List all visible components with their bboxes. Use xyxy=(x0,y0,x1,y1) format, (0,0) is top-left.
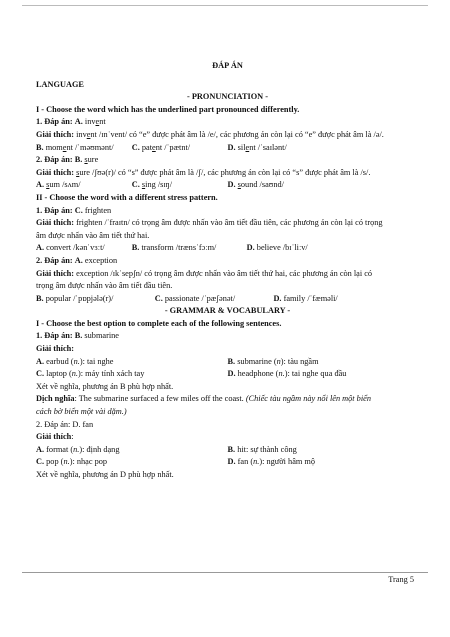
pron1-q2-options xyxy=(36,179,419,192)
pron1-q1-options xyxy=(36,142,419,155)
page-title: ĐÁP ÁN xyxy=(212,61,243,70)
option-item: A. sum /sʌm/ xyxy=(36,180,81,190)
pron-part1-heading: I - Choose the word which has the underlined part pronounced differently. xyxy=(36,104,300,114)
option-item: C. sing /sɪŋ/ xyxy=(131,180,173,190)
option-item: D. believe /bɪˈliːv/ xyxy=(246,243,308,253)
option-item: D. headphone (n.): tai nghe qua đầu xyxy=(227,369,347,379)
option-item: C. patent /ˈpætnt/ xyxy=(131,142,191,152)
gv-q1-options-row1 xyxy=(36,356,419,369)
pron2-q2-explanation-cont: trọng âm được nhấn vào âm tiết đầu tiên. xyxy=(36,281,173,291)
option-item: B. hit: sự thành công xyxy=(227,444,297,454)
gv-q2-answer: 2. Đáp án: D. fan xyxy=(36,419,94,429)
pron2-q1-options xyxy=(36,242,419,255)
option-item: D. fan (n.): người hâm mộ xyxy=(227,457,316,467)
gv-q1-options-row2 xyxy=(36,368,419,381)
option-item: B. moment /ˈməʊmənt/ xyxy=(36,142,114,152)
option-item: A. earbud (n.): tai nghe xyxy=(36,356,114,366)
pron2-q2-explanation: Giải thích: exception /ɪkˈsepʃn/ có trọng âm được nhấn vào âm tiết thứ hai, các phương án còn lại có xyxy=(36,268,373,278)
pron1-q2-explanation: Giải thích: sure /ʃʊə(r)/ có “s” được phát âm là /ʃ/, các phương án còn lại có “s” được phát âm là /s/. xyxy=(36,167,371,177)
pron1-q2-answer: 2. Đáp án: B. sure xyxy=(36,155,99,165)
gv-q2-explanation-label: Giải thích: xyxy=(36,432,74,442)
pron2-q1-answer: 1. Đáp án: C. frighten xyxy=(36,205,112,215)
pron1-q1-explanation: Giải thích: invent /ɪnˈvent/ có “e” được phát âm là /e/, các phương án còn lại có “e” được phát âm là /ə/. xyxy=(36,129,384,139)
section-label: LANGUAGE xyxy=(36,79,84,89)
gv-q1-translation-cont: cách bờ biển một vài dặm.) xyxy=(36,407,127,417)
gv-q2-options-row2 xyxy=(36,456,419,469)
pron1-q1-answer: 1. Đáp án: A. invent xyxy=(36,117,106,127)
pron2-q2-options xyxy=(36,293,419,306)
gv-part1-heading: I - Choose the best option to complete each of the following sentences. xyxy=(36,318,282,328)
page-number: Trang 5 xyxy=(388,575,414,584)
gv-q2-conclusion: Xét về nghĩa, phương án D phù hợp nhất. xyxy=(36,470,174,479)
option-item: D. sound /saʊnd/ xyxy=(227,180,284,190)
gv-q1-explanation-label: Giải thích: xyxy=(36,344,75,354)
pronunciation-heading: - PRONUNCIATION - xyxy=(187,92,268,102)
pron2-q2-answer: 2. Đáp án: A. exception xyxy=(36,255,118,265)
option-item: C. laptop (n.): máy tính xách tay xyxy=(36,369,145,379)
option-item: B. transform /trænsˈfɔːm/ xyxy=(131,243,217,253)
gv-q1-answer: 1. Đáp án: B. submarine xyxy=(36,331,119,341)
gv-q1-translation: Dịch nghĩa: The submarine surfaced a few miles off the coast. (Chiếc tàu ngầm này nổi lên một biển xyxy=(36,394,371,404)
gv-q2-options-row1 xyxy=(36,444,419,457)
option-item: C. passionate /ˈpæʃənət/ xyxy=(154,293,236,303)
grammar-vocabulary-heading: - GRAMMAR & VOCABULARY - xyxy=(164,306,291,316)
pron2-q1-explanation-cont: âm được nhấn vào âm tiết thứ hai. xyxy=(36,230,150,240)
footer-rule xyxy=(22,572,428,573)
option-item: B. submarine (n): tàu ngầm xyxy=(227,356,319,366)
option-item: C. pop (n.): nhạc pop xyxy=(36,457,108,467)
pron-part2-heading: II - Choose the word with a different stress pattern. xyxy=(36,192,218,202)
option-item: A. convert /kənˈvɜːt/ xyxy=(36,243,105,253)
answer-key-content xyxy=(36,60,419,482)
option-item: B. popular /ˈpɒpjələ(r)/ xyxy=(36,293,114,303)
gv-q1-conclusion: Xét về nghĩa, phương án B phù hợp nhất. xyxy=(36,381,174,391)
option-item: A. format (n.): định dạng xyxy=(36,444,120,454)
option-item: D. family /ˈfæməli/ xyxy=(273,293,338,303)
option-item: D. silent /ˈsaɪlənt/ xyxy=(227,142,287,152)
pron2-q1-explanation: Giải thích: frighten /ˈfraɪtn/ có trọng âm được nhấn vào âm tiết đầu tiên, các phương án còn lại có trọng xyxy=(36,218,383,228)
header-rule xyxy=(22,5,428,6)
